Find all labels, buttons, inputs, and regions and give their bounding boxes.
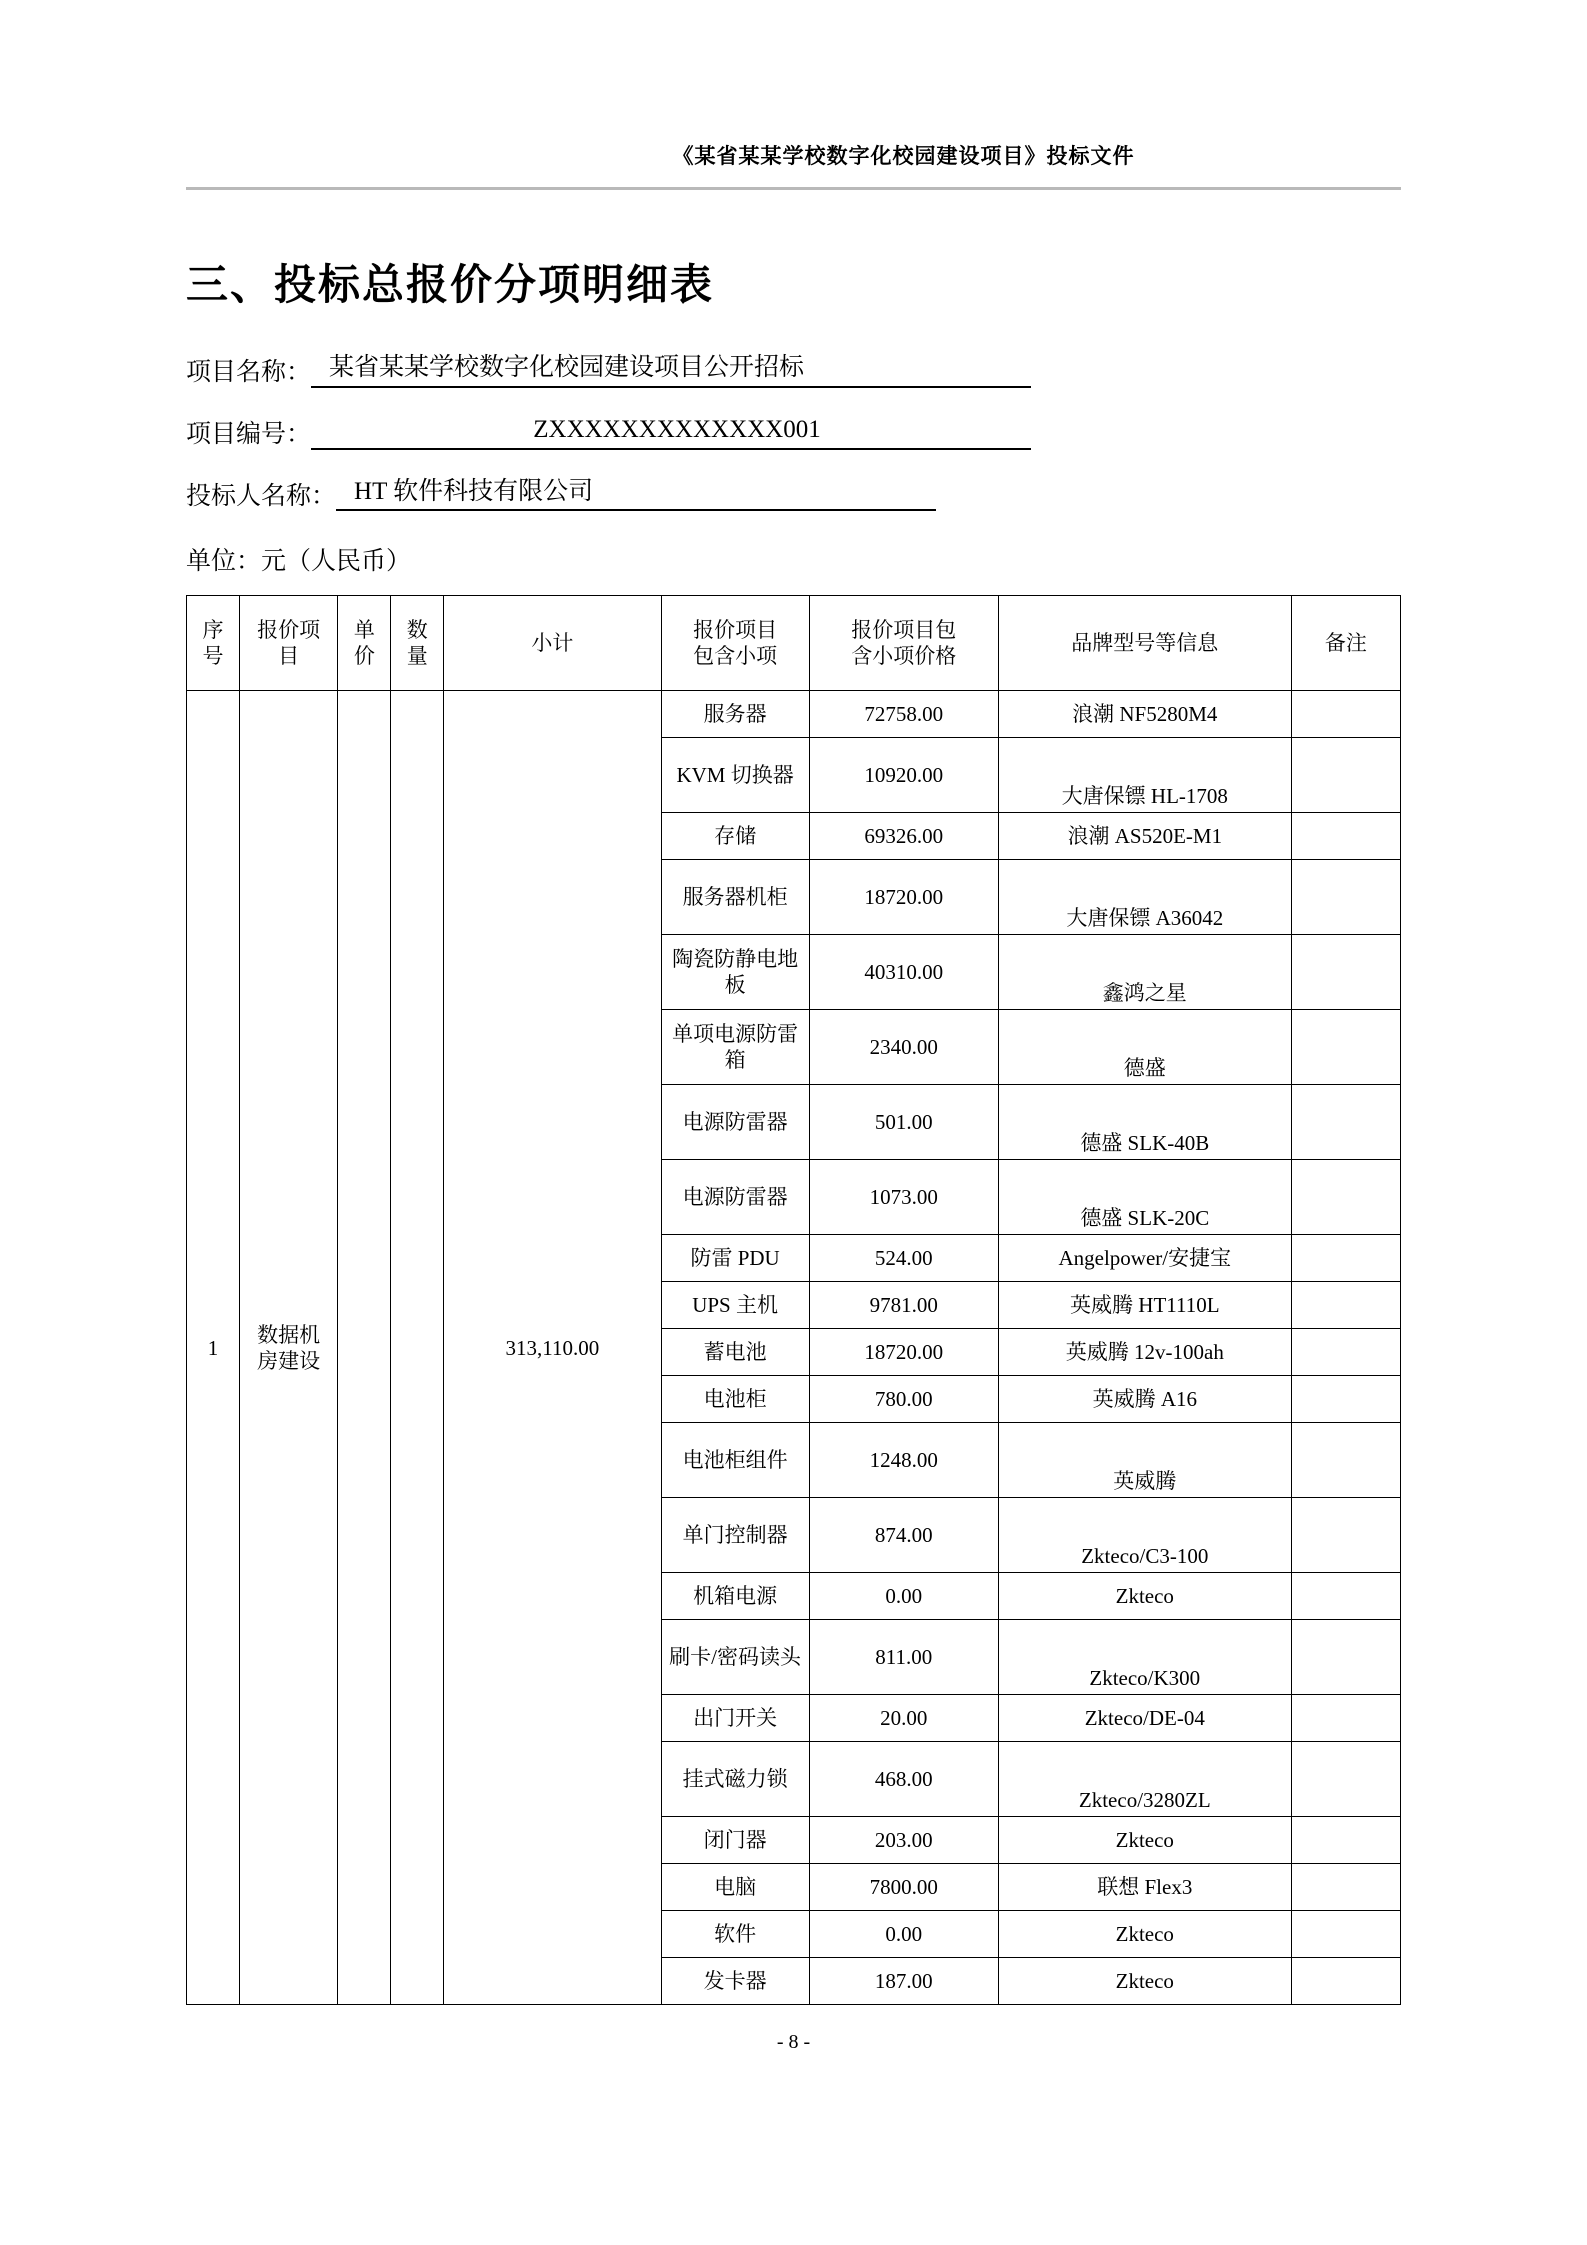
cell-sub-item-price: 7800.00	[809, 1864, 998, 1911]
cell-brand-model: 德盛 SLK-40B	[998, 1085, 1291, 1160]
form-fields	[186, 354, 1401, 577]
column-header-item	[239, 596, 337, 691]
cell-sub-item-price: 187.00	[809, 1958, 998, 2005]
table-body	[187, 691, 1401, 2005]
cell-sub-item-price: 524.00	[809, 1235, 998, 1282]
bidder-name-label: 投标人名称：	[186, 482, 337, 510]
cell-sub-item-name: 电脑	[661, 1864, 809, 1911]
cell-brand-model: 联想 Flex3	[998, 1864, 1291, 1911]
cell-group-item	[239, 691, 337, 2005]
cell-group-subtotal: 313,110.00	[444, 691, 661, 2005]
cell-sub-item-price: 9781.00	[809, 1282, 998, 1329]
cell-remark	[1291, 935, 1400, 1010]
cell-brand-model: 德盛	[998, 1010, 1291, 1085]
running-header-text: 《某省某某学校数字化校园建设项目》投标文件	[672, 144, 1135, 168]
field-row-project-name	[186, 354, 1401, 388]
cell-brand-model: 德盛 SLK-20C	[998, 1160, 1291, 1235]
table-row	[187, 691, 1401, 738]
cell-sub-item-price: 1073.00	[809, 1160, 998, 1235]
field-row-project-code	[186, 416, 1401, 450]
cell-sub-item-name: 服务器	[661, 691, 809, 738]
cell-group-item-line2: 房建设	[257, 1348, 321, 1373]
cell-sub-item-name: KVM 切换器	[661, 738, 809, 813]
cell-brand-model: Zkteco	[998, 1817, 1291, 1864]
cell-brand-model: 大唐保镖 HL-1708	[998, 738, 1291, 813]
currency-unit-note: 单位：元（人民币）	[186, 548, 412, 576]
cell-sub-item-name: 存储	[661, 813, 809, 860]
cell-remark	[1291, 1958, 1400, 2005]
column-header-unit-price-line1: 单	[353, 618, 375, 642]
cell-group-unit-price	[338, 691, 391, 2005]
column-header-item-line2: 目	[278, 644, 300, 669]
quotation-breakdown-table	[186, 595, 1401, 2005]
cell-brand-model: Zkteco/3280ZL	[998, 1742, 1291, 1817]
cell-remark	[1291, 738, 1400, 813]
cell-brand-model: 大唐保镖 A36042	[998, 860, 1291, 935]
column-header-subtotal: 小计	[444, 596, 661, 691]
column-header-sub-item-price-line2: 含小项价格	[851, 644, 957, 669]
cell-sub-item-name: 闭门器	[661, 1817, 809, 1864]
cell-sub-item-name: 陶瓷防静电地板	[661, 935, 809, 1010]
cell-remark	[1291, 1911, 1400, 1958]
cell-sub-item-price: 72758.00	[809, 691, 998, 738]
cell-sub-item-name: UPS 主机	[661, 1282, 809, 1329]
cell-remark	[1291, 860, 1400, 935]
cell-remark	[1291, 1817, 1400, 1864]
page-content-area	[186, 0, 1401, 2245]
cell-sub-item-price: 69326.00	[809, 813, 998, 860]
cell-sub-item-price: 18720.00	[809, 1329, 998, 1376]
cell-brand-model: 鑫鸿之星	[998, 935, 1291, 1010]
cell-group-seq: 1	[187, 691, 240, 2005]
cell-sub-item-name: 单项电源防雷箱	[661, 1010, 809, 1085]
cell-remark	[1291, 691, 1400, 738]
cell-sub-item-name: 电源防雷器	[661, 1160, 809, 1235]
cell-sub-item-name: 电源防雷器	[661, 1085, 809, 1160]
cell-brand-model: 英威腾 A16	[998, 1376, 1291, 1423]
field-row-bidder-name	[186, 478, 1401, 512]
cell-brand-model: 浪潮 AS520E-M1	[998, 813, 1291, 860]
cell-sub-item-name: 蓄电池	[661, 1329, 809, 1376]
cell-remark	[1291, 1742, 1400, 1817]
cell-remark	[1291, 1282, 1400, 1329]
column-header-quantity-line1: 数	[406, 618, 428, 642]
document-running-header	[186, 0, 1401, 170]
cell-brand-model: Angelpower/安捷宝	[998, 1235, 1291, 1282]
cell-remark	[1291, 1864, 1400, 1911]
cell-remark	[1291, 1160, 1400, 1235]
cell-brand-model: Zkteco/K300	[998, 1620, 1291, 1695]
column-header-sub-item-price	[809, 596, 998, 691]
cell-sub-item-name: 防雷 PDU	[661, 1235, 809, 1282]
cell-sub-item-price: 10920.00	[809, 738, 998, 813]
cell-brand-model: Zkteco	[998, 1573, 1291, 1620]
column-header-remark: 备注	[1291, 596, 1400, 691]
cell-brand-model: Zkteco	[998, 1958, 1291, 2005]
cell-sub-item-name: 软件	[661, 1911, 809, 1958]
column-header-quantity-line2: 量	[406, 644, 428, 669]
cell-sub-item-name: 机箱电源	[661, 1573, 809, 1620]
cell-sub-item-name: 电池柜	[661, 1376, 809, 1423]
cell-sub-item-name: 电池柜组件	[661, 1423, 809, 1498]
cell-brand-model: Zkteco	[998, 1911, 1291, 1958]
column-header-sub-item-price-line1: 报价项目包	[851, 618, 957, 642]
cell-sub-item-price: 0.00	[809, 1911, 998, 1958]
cell-sub-item-price: 2340.00	[809, 1010, 998, 1085]
cell-sub-item-name: 刷卡/密码读头	[661, 1620, 809, 1695]
cell-sub-item-price: 780.00	[809, 1376, 998, 1423]
column-header-item-line1: 报价项	[257, 618, 321, 642]
project-name-label: 项目名称：	[186, 359, 312, 386]
table-header	[187, 596, 1401, 691]
project-name-value[interactable]: 某省某某学校数字化校园建设项目公开招标	[311, 354, 1031, 388]
header-divider-rule	[186, 187, 1401, 190]
page-title: 三、投标总报价分项明细表	[186, 263, 715, 309]
cell-brand-model: 英威腾 HT1110L	[998, 1282, 1291, 1329]
cell-remark	[1291, 1376, 1400, 1423]
column-header-unit-price-line2: 价	[353, 644, 375, 669]
cell-remark	[1291, 1423, 1400, 1498]
cell-remark	[1291, 1235, 1400, 1282]
cell-sub-item-price: 811.00	[809, 1620, 998, 1695]
cell-remark	[1291, 1695, 1400, 1742]
bidder-name-value[interactable]: HT 软件科技有限公司	[336, 478, 936, 512]
cell-sub-item-price: 20.00	[809, 1695, 998, 1742]
column-header-sub-item	[661, 596, 809, 691]
cell-brand-model: 浪潮 NF5280M4	[998, 691, 1291, 738]
cell-sub-item-price: 874.00	[809, 1498, 998, 1573]
column-header-seq-line2: 号	[202, 644, 224, 669]
cell-sub-item-price: 1248.00	[809, 1423, 998, 1498]
project-code-value[interactable]: ZXXXXXXXXXXXXX001	[311, 416, 1031, 450]
cell-sub-item-name: 发卡器	[661, 1958, 809, 2005]
column-header-seq	[187, 596, 240, 691]
cell-remark	[1291, 1620, 1400, 1695]
cell-sub-item-price: 40310.00	[809, 935, 998, 1010]
cell-sub-item-name: 服务器机柜	[661, 860, 809, 935]
cell-sub-item-price: 501.00	[809, 1085, 998, 1160]
cell-brand-model: 英威腾 12v-100ah	[998, 1329, 1291, 1376]
cell-sub-item-name: 挂式磁力锁	[661, 1742, 809, 1817]
cell-group-item-line1: 数据机	[257, 1322, 321, 1347]
cell-brand-model: Zkteco/DE-04	[998, 1695, 1291, 1742]
cell-remark	[1291, 1085, 1400, 1160]
cell-remark	[1291, 1329, 1400, 1376]
cell-brand-model: 英威腾	[998, 1423, 1291, 1498]
cell-sub-item-price: 468.00	[809, 1742, 998, 1817]
cell-brand-model: Zkteco/C3-100	[998, 1498, 1291, 1573]
cell-sub-item-price: 203.00	[809, 1817, 998, 1864]
cell-remark	[1291, 1498, 1400, 1573]
column-header-unit-price	[338, 596, 391, 691]
cell-remark	[1291, 1573, 1400, 1620]
column-header-sub-item-line1: 报价项目	[693, 618, 778, 642]
project-code-label: 项目编号：	[186, 420, 312, 448]
cell-sub-item-name: 单门控制器	[661, 1498, 809, 1573]
table-header-row	[187, 596, 1401, 691]
cell-sub-item-price: 0.00	[809, 1573, 998, 1620]
cell-sub-item-name: 出门开关	[661, 1695, 809, 1742]
cell-group-quantity	[391, 691, 444, 2005]
column-header-quantity	[391, 596, 444, 691]
column-header-seq-line1: 序	[202, 618, 224, 642]
cell-remark	[1291, 1010, 1400, 1085]
cell-remark	[1291, 813, 1400, 860]
column-header-sub-item-line2: 包含小项	[693, 644, 778, 669]
column-header-brand: 品牌型号等信息	[998, 596, 1291, 691]
page-footer: - 8 -	[776, 2031, 811, 2054]
cell-sub-item-price: 18720.00	[809, 860, 998, 935]
